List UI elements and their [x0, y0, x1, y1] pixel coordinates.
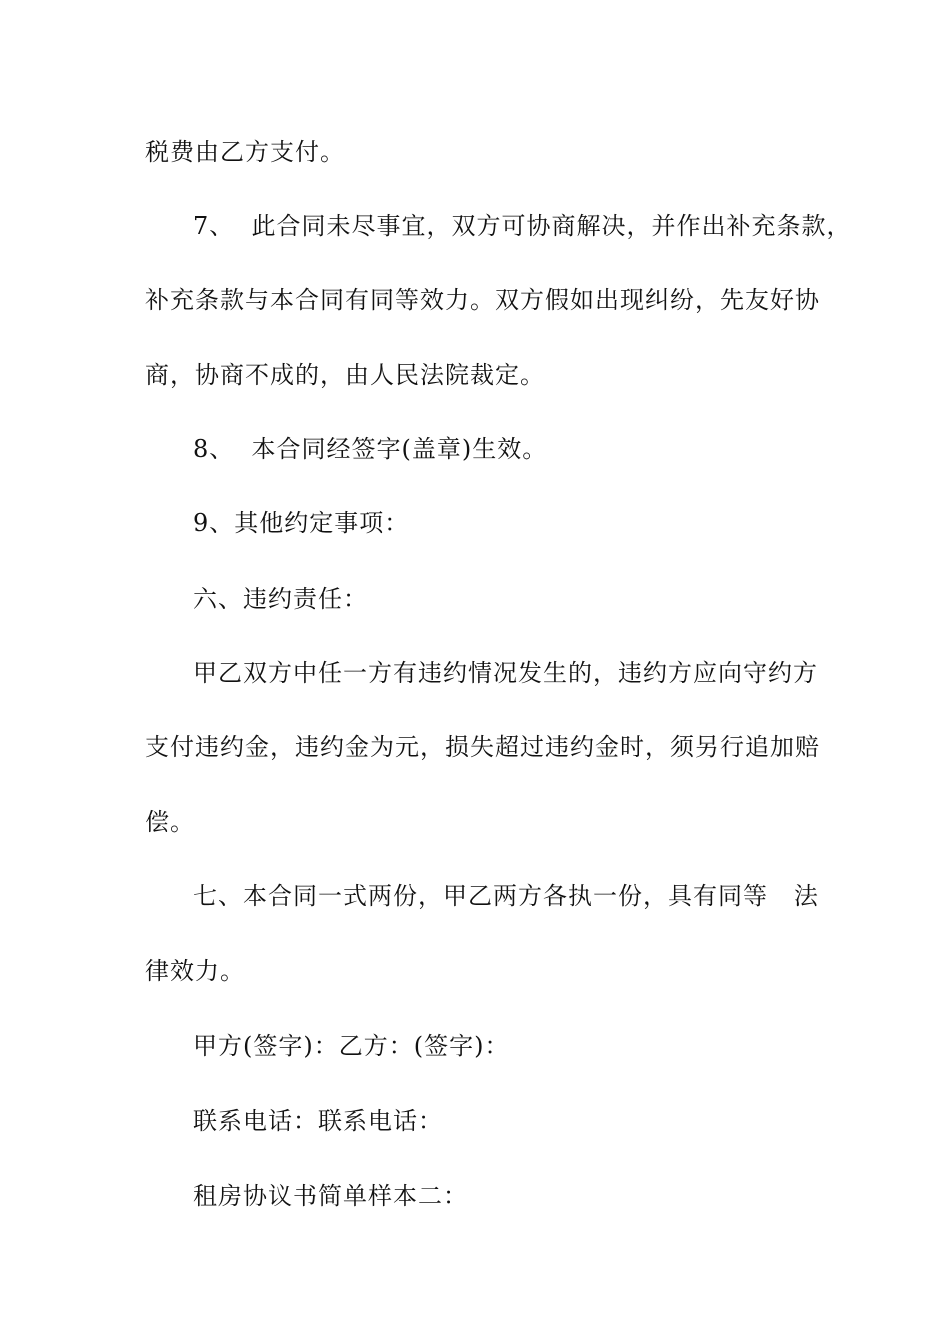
clause-9-line: 9、其他约定事项：: [193, 509, 410, 537]
sample-two-heading: 租房协议书简单样本二：: [193, 1182, 468, 1210]
text-line: 税费由乙方支付。: [145, 138, 345, 166]
clause-7-line-3: 商，协商不成的，由人民法院裁定。: [145, 361, 545, 389]
section-heading-liability: 六、违约责任：: [193, 585, 368, 613]
signature-line: 甲方(签字)：乙方：(签字)：: [193, 1032, 510, 1060]
section-copies-line-1: 七、本合同一式两份，甲乙两方各执一份，具有同等 法: [193, 882, 819, 910]
liability-line-1: 甲乙双方中任一方有违约情况发生的，违约方应向守约方: [193, 659, 818, 687]
clause-7-line-1: 7、 此合同未尽事宜，双方可协商解决，并作出补充条款，: [193, 212, 852, 240]
liability-line-2: 支付违约金，违约金为元，损失超过违约金时，须另行追加赔: [145, 733, 820, 761]
liability-line-3: 偿。: [145, 808, 195, 836]
clause-7-line-2: 补充条款与本合同有同等效力。双方假如出现纠纷，先友好协: [145, 286, 820, 314]
section-copies-line-2: 律效力。: [145, 957, 245, 985]
clause-8-line: 8、 本合同经签字(盖章)生效。: [193, 435, 548, 463]
contact-line: 联系电话：联系电话：: [193, 1107, 443, 1135]
